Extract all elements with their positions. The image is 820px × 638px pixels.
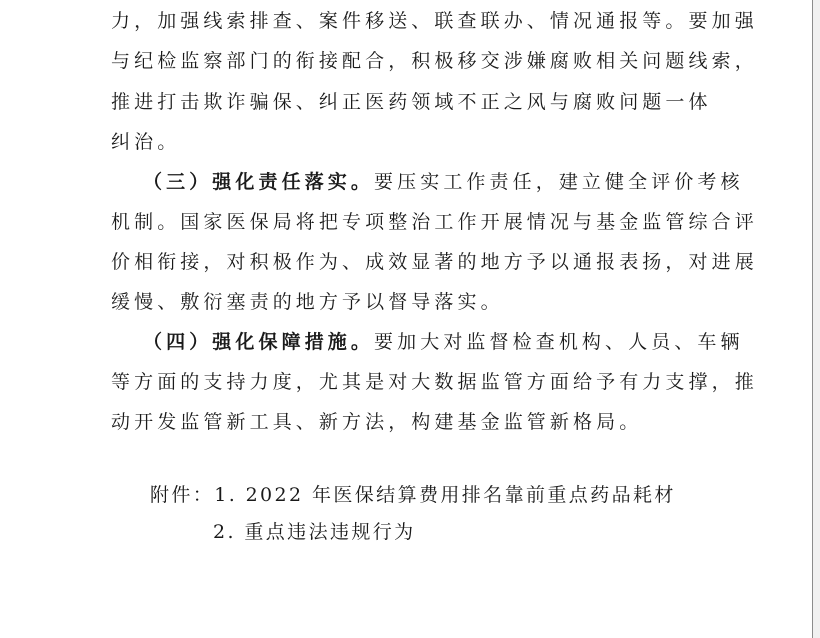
attachment-line-1 — [150, 483, 676, 507]
attachment-item-2: 2. 重点违法违规行为 — [213, 521, 416, 543]
section-4-text: 要加大对监督检查机构、人员、车辆 — [374, 331, 744, 353]
paragraph-line: 推进打击欺诈骗保、纠正医药领域不正之风与腐败问题一体 — [111, 91, 712, 113]
paragraph-line: 与纪检监察部门的衔接配合，积极移交涉嫌腐败相关问题线索， — [111, 50, 758, 72]
paragraph-line: 纠治。 — [111, 131, 181, 153]
paragraph-line: 动开发监管新工具、新方法，构建基金监管新格局。 — [111, 411, 643, 433]
viewer-gutter — [813, 0, 820, 638]
section-4-first-line — [143, 330, 744, 354]
section-3-heading: （三）强化责任落实。 — [143, 171, 375, 193]
paragraph-line: 等方面的支持力度，尤其是对大数据监管方面给予有力支撑，推 — [111, 371, 758, 393]
paragraph-line: 缓慢、敷衍塞责的地方予以督导落实。 — [111, 291, 504, 313]
paragraph-line: 价相衔接，对积极作为、成效显著的地方予以通报表扬，对进展 — [111, 251, 758, 273]
attachment-item-1: 1. 2022 年医保结算费用排名靠前重点药品耗材 — [214, 484, 676, 506]
section-3-first-line — [143, 170, 744, 194]
paragraph-line: 力，加强线索排查、案件移送、联查联办、情况通报等。要加强 — [111, 10, 758, 32]
section-4-heading: （四）强化保障措施。 — [143, 331, 375, 353]
paragraph-line: 机制。国家医保局将把专项整治工作开展情况与基金监管综合评 — [111, 211, 758, 233]
attachment-label: 附件： — [150, 484, 215, 506]
section-3-text: 要压实工作责任，建立健全评价考核 — [374, 171, 744, 193]
